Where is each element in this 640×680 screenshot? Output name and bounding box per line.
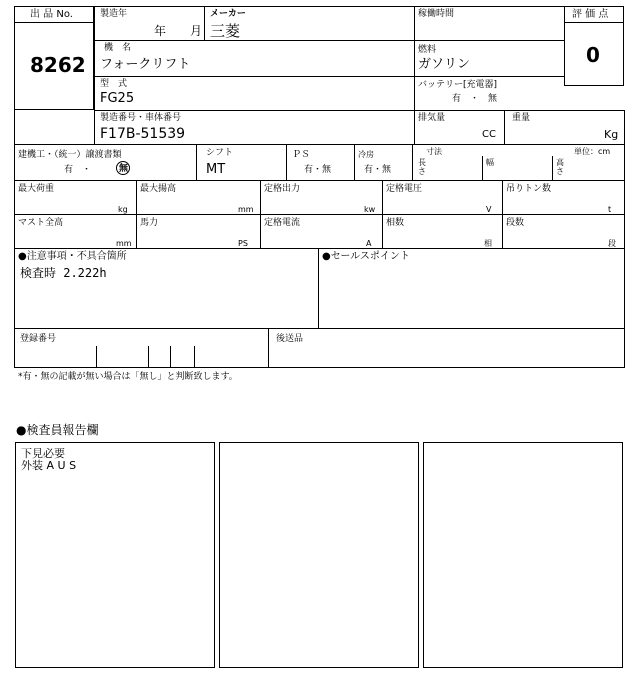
type-value: FG25 bbox=[100, 91, 135, 106]
year-value: 年 月 bbox=[154, 24, 203, 38]
fuel-value: ガソリン bbox=[418, 57, 471, 72]
max-lift-unit: mm bbox=[238, 205, 254, 214]
hoist-label: 吊りトン数 bbox=[506, 184, 552, 194]
caution-value: 検査時 2.222h bbox=[20, 266, 107, 280]
phase-label: 相数 bbox=[386, 218, 405, 228]
lot-label: 出 品 No. bbox=[30, 9, 73, 20]
rated-output-unit: kw bbox=[364, 205, 376, 214]
phase-unit: 相 bbox=[484, 239, 492, 248]
footnote: *有・無の記載が無い場合は「無し」と判断致します。 bbox=[18, 372, 238, 382]
height-sub: さ bbox=[556, 167, 564, 176]
ps-label: ＰＳ bbox=[292, 150, 311, 160]
lot-number: 8262 bbox=[30, 53, 86, 77]
rated-current-label: 定格電流 bbox=[264, 218, 301, 228]
shift-value: MT bbox=[206, 162, 226, 177]
hp-label: 馬力 bbox=[140, 218, 159, 228]
stages-unit: 段 bbox=[608, 239, 616, 248]
inspector-box-1 bbox=[15, 442, 215, 668]
maker-value: 三菱 bbox=[210, 22, 241, 40]
shift-label: シフト bbox=[206, 148, 234, 158]
cooler-label: 冷房 bbox=[358, 150, 374, 159]
registration-label: 登録番号 bbox=[20, 334, 57, 344]
length-label: 長 bbox=[418, 158, 426, 167]
height-label: 高 bbox=[556, 158, 564, 167]
inspector-note-2: 外装 A U S bbox=[21, 459, 77, 472]
weight-label: 重量 bbox=[512, 113, 531, 123]
max-load-unit: kg bbox=[118, 205, 128, 214]
serial-label: 製造番号・車体番号 bbox=[100, 113, 182, 123]
hoist-unit: t bbox=[608, 205, 612, 214]
mast-label: マスト全高 bbox=[18, 218, 64, 228]
length-sub: さ bbox=[418, 167, 426, 176]
inspector-box-2 bbox=[219, 442, 419, 668]
dims-unit: 単位：cm bbox=[574, 147, 611, 156]
sales-point-label: ●セールスポイント bbox=[322, 251, 410, 262]
inspector-note-1: 下見必要 bbox=[21, 447, 65, 460]
inspector-title: ●検査員報告欄 bbox=[16, 423, 99, 437]
fuel-label: 燃料 bbox=[418, 45, 437, 55]
rated-voltage-unit: V bbox=[486, 205, 492, 214]
ps-value: 有・無 bbox=[304, 165, 332, 175]
cooler-value: 有・無 bbox=[364, 165, 392, 175]
type-label: 型 式 bbox=[100, 79, 128, 89]
hp-unit: PS bbox=[238, 239, 248, 248]
docs-label: 建機工・（統一）譲渡書類 bbox=[18, 150, 122, 160]
caution-label: ●注意事項・不具合箇所 bbox=[18, 251, 127, 262]
inspector-box-3 bbox=[423, 442, 623, 668]
weight-unit: Kg bbox=[604, 128, 619, 141]
max-lift-label: 最大揚高 bbox=[140, 184, 177, 194]
model-name-value: フォークリフト bbox=[100, 57, 191, 72]
maker-label: メーカー bbox=[210, 9, 246, 19]
mast-unit: mm bbox=[116, 239, 132, 248]
score-label: 評 価 点 bbox=[572, 9, 609, 20]
displacement-label: 排気量 bbox=[418, 113, 446, 123]
rated-voltage-label: 定格電圧 bbox=[386, 184, 423, 194]
battery-label: バッテリー[充電器] bbox=[418, 80, 498, 90]
battery-value: 有 ・ 無 bbox=[452, 94, 498, 104]
displacement-unit: CC bbox=[482, 129, 496, 140]
rated-current-unit: A bbox=[366, 239, 372, 248]
dims-label: 寸法 bbox=[426, 147, 442, 156]
score-value: 0 bbox=[586, 43, 600, 67]
max-load-label: 最大荷重 bbox=[18, 184, 55, 194]
stages-label: 段数 bbox=[506, 218, 525, 228]
docs-value-no: 無 bbox=[119, 164, 129, 174]
rated-output-label: 定格出力 bbox=[264, 184, 301, 194]
hours-label: 稼働時間 bbox=[418, 9, 455, 19]
year-label: 製造年 bbox=[100, 9, 128, 19]
serial-value: F17B-51539 bbox=[100, 126, 186, 142]
shipping-label: 後送品 bbox=[276, 334, 304, 344]
model-name-label: 機 名 bbox=[104, 43, 132, 53]
docs-value-yes: 有 ・ bbox=[64, 165, 92, 175]
width-label: 幅 bbox=[486, 158, 494, 167]
